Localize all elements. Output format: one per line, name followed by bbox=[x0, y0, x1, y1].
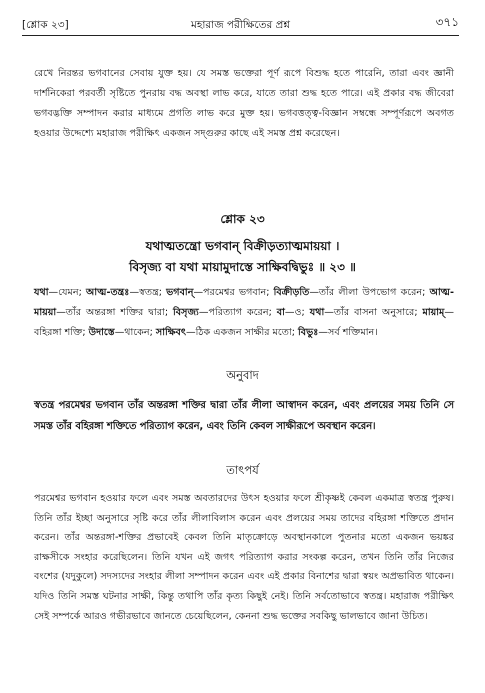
synonyms: যথা—যেমন; আত্ম-তন্ত্রঃ—স্বতন্ত্র; ভগবান্—পরমেশ্বর ভগবান; বিক্রীড়তি—তাঁর লীলা উপভোগ করেন; আত্ম-মায়য়া—তাঁর অন্তরঙ্গা শক্তির দ্বারা; বিসৃজ্য—পরিত্যাগ করেন; বা—ও; যথা—তাঁর বাসনা অনুসারে; মায়াম্—বহিরঙ্গা শক্তি; উদাস্তে—থাকেন; সাক্ষিবৎ—ঠিক একজন সাক্ষীর মতো; বিভুঃ—সর্ব শক্তিমান। bbox=[34, 287, 454, 338]
synonym-word: বিভুঃ bbox=[298, 327, 319, 338]
synonym-meaning: সর্ব শক্তিমান bbox=[327, 327, 375, 338]
synonym-word: বিসৃজ্য bbox=[173, 307, 199, 318]
synonym-meaning: ও bbox=[294, 307, 302, 318]
synonym-word: বা bbox=[276, 307, 285, 318]
synonym-word: যথা bbox=[34, 287, 49, 298]
header-rule bbox=[22, 35, 459, 36]
synonym-word: উদাস্তে bbox=[88, 327, 115, 338]
synonym-word: সাক্ষিবৎ bbox=[155, 327, 186, 338]
verse-text bbox=[0, 236, 485, 278]
header-verse-ref: [শ্লোক ২৩] bbox=[22, 19, 69, 31]
synonym-meaning: স্বতন্ত্র bbox=[139, 287, 159, 298]
synonym-meaning: ঠিক একজন সাক্ষীর মতো bbox=[195, 327, 292, 338]
synonym-word: আত্ম-মায়য়া bbox=[34, 287, 454, 318]
synonym-meaning: তাঁর অন্তরঙ্গা শক্তির দ্বারা bbox=[65, 307, 165, 318]
verse-line-2: বিসৃজ্য বা যথা মায়ামুদাস্তে সাক্ষিবদ্বিভুঃ ॥ ২৩ ॥ bbox=[129, 260, 356, 274]
synonym-meaning: থাকেন bbox=[124, 327, 150, 338]
synonym-word: বিক্রীড়তি bbox=[273, 287, 310, 298]
page-number: ৩৭১ bbox=[435, 15, 459, 29]
synonym-word: আত্ম-তন্ত্রঃ bbox=[86, 287, 130, 298]
verse-title: শ্লোক ২৩ bbox=[220, 212, 265, 226]
synonym-word: মায়াম্ bbox=[422, 307, 445, 318]
verse-line-1: যথাত্মতন্ত্রো ভগবান্ বিক্রীড়ত্যাত্মমায়য়া । bbox=[145, 239, 340, 253]
translation-text: স্বতন্ত্র পরমেশ্বর ভগবান তাঁর অন্তরঙ্গা শক্তির দ্বারা তাঁর লীলা আস্বাদন করেন, এবং প্রলয়ের সময় তিনি সে সমস্ত তাঁর বহিরঙ্গা শক্তিতে পরিত্যাগ করেন, এবং তিনি কেবল সাক্ষীরূপে অবস্থান করেন। bbox=[34, 400, 454, 432]
synonym-meaning: তাঁর লীলা উপভোগ করেন bbox=[318, 287, 423, 298]
page-header bbox=[22, 14, 459, 34]
synonym-meaning: তাঁর বাসনা অনুসারে bbox=[333, 307, 415, 318]
synonym-word: ভগবান্ bbox=[166, 287, 194, 298]
synonym-meaning: বহিরঙ্গা শক্তি bbox=[34, 327, 83, 338]
translation-title: অনুবাদ bbox=[226, 368, 259, 382]
intro-paragraph: রেখে নিরন্তর ভগবানের সেবায় যুক্ত হয়। যে সমস্ত ভক্তেরা পূর্ণ রূপে বিশুদ্ধ হতে পারেনি, তারা এবং জ্ঞানী দার্শনিকেরা পরবর্তী সৃষ্টিতে পুনরায় বদ্ধ অবস্থা লাভ করে, যাতে তারা শুদ্ধ হতে পারে। এই প্রকার বদ্ধ জীবেরা ভগবদ্ভক্তি সম্পাদন করার মাধ্যমে প্রগতি লাভ করে মুক্ত হয়। ভগবত্তত্ত্ব-বিজ্ঞান সম্বন্ধে সম্পূর্ণরূপে অবগত হওয়ার উদ্দেশ্যে মহারাজ পরীক্ষিৎ একজন সদ্গুরুর কাছে এই সমস্ত প্রশ্ন করেছেন। bbox=[34, 68, 454, 139]
purport-text: পরমেশ্বর ভগবান হওয়ার ফলে এবং সমস্ত অবতারদের উৎস হওয়ার ফলে শ্রীকৃষ্ণই কেবল একমাত্র স্বতন্ত্র পুরুষ। তিনি তাঁর ইচ্ছা অনুসারে সৃষ্টি করে তাঁর লীলাবিলাস করেন এবং প্রলয়ের সময় তাদের বহিরঙ্গা শক্তিতে প্রদান করেন। তাঁর অন্তরঙ্গা-শক্তির প্রভাবেই কেবল তিনি মাতৃক্রোড়ে অবস্থানকালে পুতনার মতো একজন ভয়ঙ্কর রাক্ষসীকে সংহার করেছিলেন। তিনি যখন এই জগৎ পরিত্যাগ করার সংকল্প করেন, তখন তিনি তাঁর নিজের বংশের (যদুকুলে) সদস্যদের সংহার লীলা সম্পাদন করেন এবং এই প্রকার বিনাশের দ্বারা স্বয়ং অপ্রভাবিত থাকেন। যদিও তিনি সমস্ত ঘটনার সাক্ষী, কিন্তু তথাপি তাঁর কৃত্য কিছুই নেই। তিনি সর্বতোভাবে স্বতন্ত্র। মহারাজ পরীক্ষিৎ সেই সম্পর্কে আরও গভীরভাবে জানতে চেয়েছিলেন, কেননা শুদ্ধ ভক্তের সবকিছু ভালভাবে জানা উচিত। bbox=[34, 493, 454, 622]
synonym-word: যথা bbox=[309, 307, 325, 318]
header-chapter-title: মহারাজ পরীক্ষিতের প্রশ্ন bbox=[190, 19, 291, 31]
purport-title: তাৎপর্য bbox=[226, 463, 259, 477]
synonym-meaning: যেমন bbox=[58, 287, 79, 298]
synonym-meaning: পরিত্যাগ করেন bbox=[208, 307, 269, 318]
synonym-meaning: পরমেশ্বর ভগবান bbox=[203, 287, 267, 298]
